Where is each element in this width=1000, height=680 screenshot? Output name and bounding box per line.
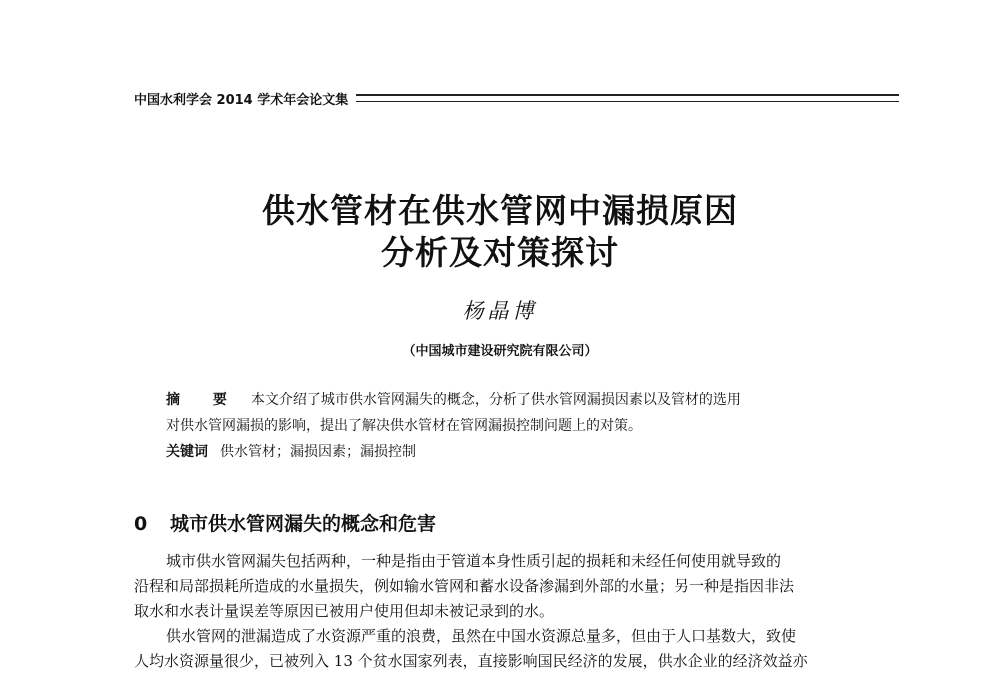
body-line: 沿程和局部损耗所造成的水量损失，例如输水管网和蓄水设备渗漏到外部的水量；另一种是指因非法 <box>134 577 795 595</box>
abstract-line-1 <box>166 387 876 413</box>
body-line: 供水管网的泄漏造成了水资源严重的浪费，虽然在中国水资源总量多，但由于人口基数大，致使 <box>166 627 797 645</box>
body-line: 城市供水管网漏失包括两种，一种是指由于管道本身性质引起的损耗和未经任何使用就导致的 <box>166 552 782 570</box>
keywords-text: 供水管材；漏损因素；漏损控制 <box>220 444 416 460</box>
running-header <box>134 88 899 108</box>
paper-title-line-2: 分析及对策探讨 <box>381 233 619 272</box>
running-header-text: 中国水利学会 2014 学术年会论文集 <box>134 92 349 108</box>
abstract-text-2: 对供水管网漏损的影响，提出了解决供水管材在管网漏损控制问题上的对策。 <box>166 418 642 434</box>
keywords-label: 关键词 <box>166 444 208 460</box>
keywords-line <box>166 439 876 465</box>
paper-title-line-1: 供水管材在供水管网中漏损原因 <box>262 191 738 230</box>
section-title: 城市供水管网漏失的概念和危害 <box>170 513 437 535</box>
section-number: 0 <box>134 513 148 535</box>
body-line: 取水和水表计量误差等原因已被用户使用但却未被记录到的水。 <box>134 602 555 620</box>
body-text <box>134 549 900 674</box>
section-heading <box>134 509 436 536</box>
body-line: 人均水资源量很少，已被列入 13 个贫水国家列表，直接影响国民经济的发展，供水企业的经济效益亦 <box>134 652 808 670</box>
author-name: 杨晶博 <box>462 299 538 323</box>
author-affiliation: （中国城市建设研究院有限公司） <box>402 344 598 359</box>
header-rule <box>356 94 899 102</box>
abstract-block <box>166 387 876 465</box>
abstract-text-1: 本文介绍了城市供水管网漏失的概念，分析了供水管网漏损因素以及管材的选用 <box>250 392 741 408</box>
abstract-label: 摘 要 <box>166 392 241 408</box>
